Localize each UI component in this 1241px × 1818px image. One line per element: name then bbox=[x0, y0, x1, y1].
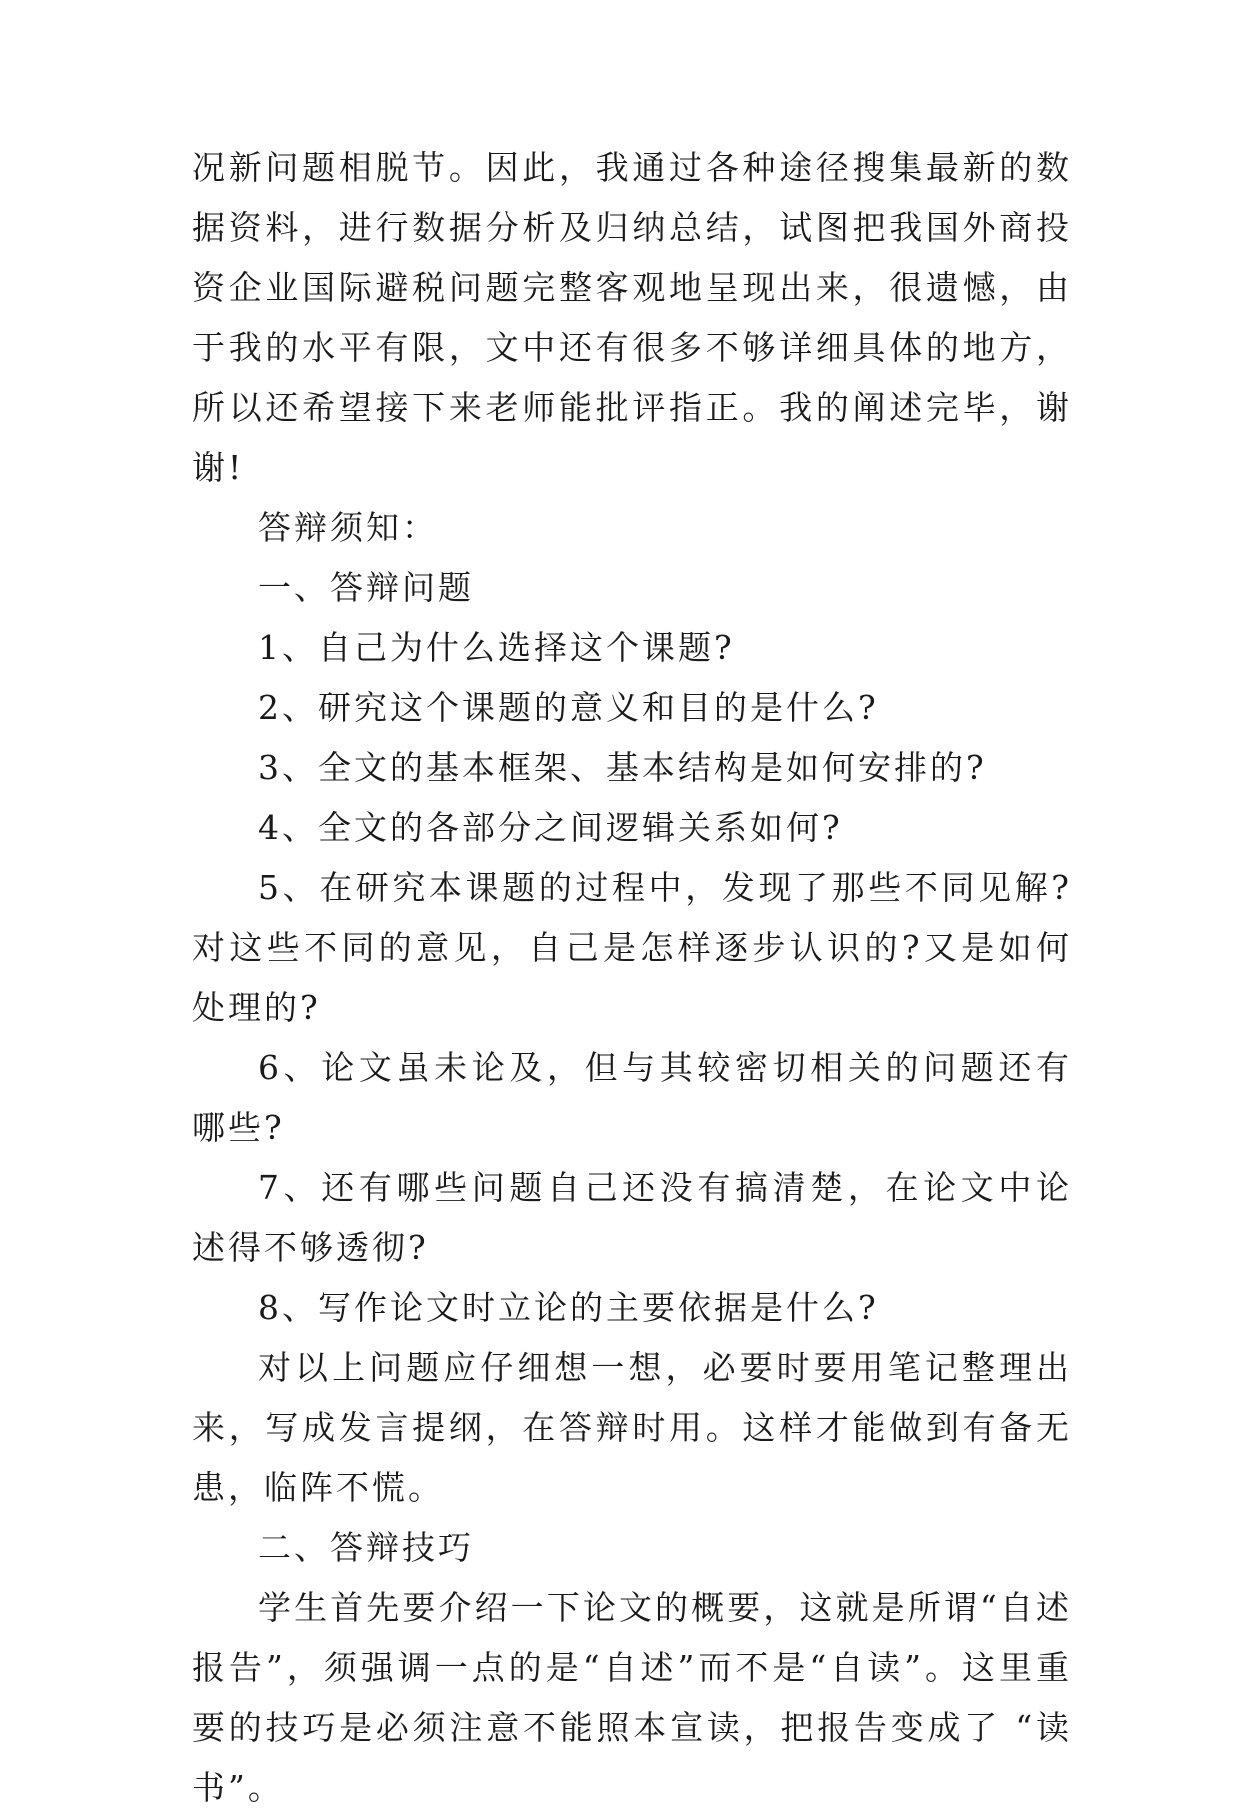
question-item-7: 7、还有哪些问题自己还没有搞清楚，在论文中论述得不够透彻? bbox=[192, 1168, 1072, 1267]
section-heading-defense-notes: 答辩须知： bbox=[258, 508, 438, 547]
document-body bbox=[192, 138, 1072, 1818]
section-heading-defense-questions: 一、答辩问题 bbox=[258, 568, 474, 607]
question-item-6: 6、论文虽未论及，但与其较密切相关的问题还有哪些? bbox=[192, 1048, 1072, 1147]
question-item-3: 3、全文的基本框架、基本结构是如何安排的? bbox=[258, 748, 987, 787]
paragraph-self-report: 学生首先要介绍一下论文的概要，这就是所谓“自述报告”，须强调一点的是“自述”而不是“自读”。这里重要的技巧是必须注意不能照本宣读，把报告变成了 “读书”。 bbox=[192, 1588, 1072, 1807]
question-item-5: 5、在研究本课题的过程中，发现了那些不同见解?对这些不同的意见，自己是怎样逐步认识的?又是如何处理的? bbox=[192, 868, 1072, 1027]
question-item-8: 8、写作论文时立论的主要依据是什么? bbox=[258, 1288, 879, 1327]
question-item-2: 2、研究这个课题的意义和目的是什么? bbox=[258, 688, 879, 727]
question-item-4: 4、全文的各部分之间逻辑关系如何? bbox=[258, 808, 843, 847]
paragraph-continued: 况新问题相脱节。因此，我通过各种途径搜集最新的数据资料，进行数据分析及归纳总结，试图把我国外商投资企业国际避税问题完整客观地呈现出来，很遗憾，由于我的水平有限，文中还有很多不够详细具体的地方，所以还希望接下来老师能批评指正。我的阐述完毕，谢谢! bbox=[192, 148, 1072, 487]
paragraph-preparation-advice: 对以上问题应仔细想一想，必要时要用笔记整理出来，写成发言提纲，在答辩时用。这样才能做到有备无患，临阵不慌。 bbox=[192, 1348, 1072, 1507]
question-item-1: 1、自己为什么选择这个课题? bbox=[258, 628, 735, 667]
section-heading-defense-techniques: 二、答辩技巧 bbox=[258, 1528, 474, 1567]
